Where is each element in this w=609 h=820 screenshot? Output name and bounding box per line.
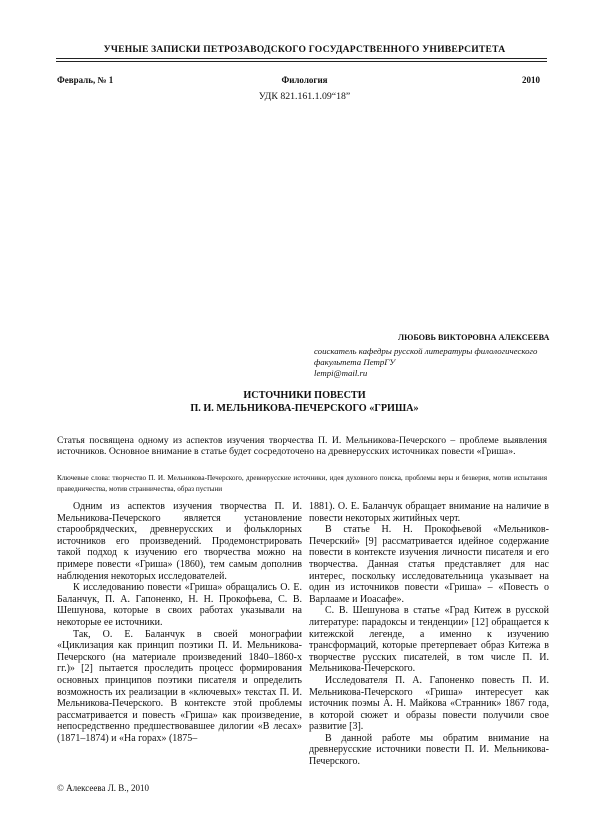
paragraph: В данной работе мы обратим внимание на древнерусские источники повести П. И. Мельникова-Печерского. (309, 732, 549, 768)
body-column-left (57, 501, 302, 744)
article-title (0, 389, 609, 415)
udk-code: УДК 821.161.1.09“18” (258, 91, 351, 102)
paragraph: Одним из аспектов изучения творчества П. И. Мельникова-Печерского является установление старообрядческих, древнерусских и фольклорных источников его произведений. Продемонстрировать такой подход к изучению его творчества можно на примере повести «Гриша» (1860), тем самым дополнив наблюдения некоторых исследователей. (57, 501, 302, 582)
paragraph: В статье Н. Н. Прокофьевой «Мельников-Печерский» [9] рассматривается идейное содержание повести в контексте изучения личности писателя и его творчества. Данная статья представляет для нас интерес, поскольку исследовательница указывает на один из источников повести «Гриша» – «Повесть о Варлааме и Иоасафе». (309, 524, 549, 605)
paragraph: К исследованию повести «Гриша» обращались О. Е. Баланчук, П. А. Гапоненко, Н. Н. Прокофьева, С. В. Шешунова, которые в своих работах указывали на некоторые ее источники. (57, 582, 302, 628)
section-label: Филология (281, 75, 328, 85)
author-affiliation: соискатель кафедры русской литературы филологического факультета ПетрГУ (314, 346, 538, 367)
paragraph: 1881). О. Е. Баланчук обращает внимание на наличие в повести некоторых житийных черт. (309, 501, 549, 524)
keywords: Ключевые слова: творчество П. И. Мельникова-Печерского, древнерусские источники, идея духовного поиска, проблемы веры и безверия, мотив испытания праведничества, мотив странничества, образ пустыни (57, 474, 547, 493)
year-label: 2010 (522, 75, 540, 85)
issue-label: Февраль, № 1 (57, 75, 114, 85)
author-name: ЛЮБОВЬ ВИКТОРОВНА АЛЕКСЕЕВА (398, 333, 550, 342)
author-email[interactable]: lempi@mail.ru (314, 368, 368, 378)
header-rule-bottom (56, 61, 547, 62)
article-title-line-2: П. И. МЕЛЬНИКОВА-ПЕЧЕРСКОГО «ГРИША» (190, 403, 419, 414)
article-title-line-1: ИСТОЧНИКИ ПОВЕСТИ (243, 390, 366, 401)
copyright: © Алексеева Л. В., 2010 (57, 783, 150, 793)
paragraph: С. В. Шешунова в статье «Град Китеж в русской литературе: парадоксы и тенденции» [12] обращается к китежской легенде, а именно к изучению трансформаций, которые претерпевает образ Китежа в творчестве русских писателей, в том числе П. И. Мельникова-Печерского. (309, 605, 549, 675)
paragraph: Исследователя П. А. Гапоненко повесть П. И. Мельникова-Печерского «Гриша» интересует как источник поэмы А. Н. Майкова «Странник» 1867 года, в которой сюжет и образы повести получили свое развитие [3]. (309, 674, 549, 733)
journal-title: УЧЕНЫЕ ЗАПИСКИ ПЕТРОЗАВОДСКОГО ГОСУДАРСТВЕННОГО УНИВЕРСИТЕТА (103, 44, 506, 55)
header-rule-top (56, 58, 547, 59)
paragraph: Так, О. Е. Баланчук в своей монографии «Циклизация как принцип поэтики П. И. Мельникова-Печерского (на материале произведений 1840–1860-х гг.)» [2] пытается проследить процесс формирования основных принципов поэтики писателя и определить возможность их реализации в «ключевых» текстах П. И. Мельникова-Печерского. В контексте этой проблемы рассматривается и повесть «Гриша» как произведение, непосредственно предшествовавшее дилогии «В лесах» (1871–1874) и «На горах» (1875– (57, 628, 302, 744)
abstract: Статья посвящена одному из аспектов изучения творчества П. И. Мельникова-Печерского – проблеме выявления источников. Основное внимание в статье будет сосредоточено на древнерусских источниках повести «Гриша». (57, 435, 547, 457)
body-column-right (309, 501, 549, 768)
